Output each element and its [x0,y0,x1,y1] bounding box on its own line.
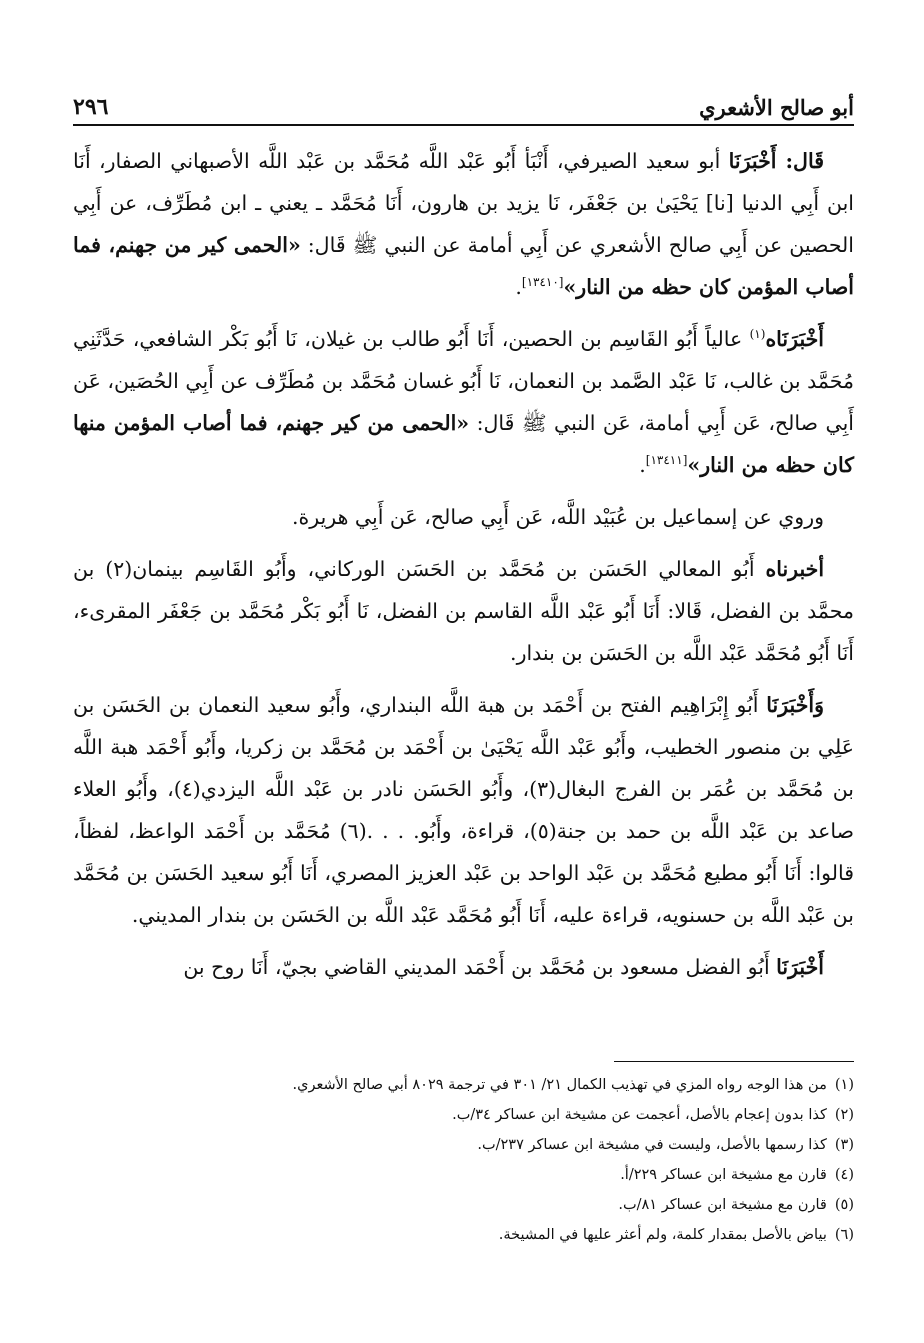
paragraph-tail: . [639,453,646,477]
footnotes [73,1070,854,1250]
footnote-number: (٥) [834,1197,854,1213]
footnote-divider [614,1061,854,1062]
hadith-number: [١٣٤١١] [645,453,688,468]
header-divider [73,124,854,126]
paragraph [73,946,854,988]
footnote-text: قارن مع مشيخة ابن عساكر ٨١/ب. [618,1197,827,1213]
footnote-text: بياض بالأصل بمقدار كلمة، ولم أعثر عليها في المشيخة. [498,1227,827,1243]
paragraph-lead: أخبرناه [765,557,825,581]
footnote-number: (٦) [834,1227,854,1243]
paragraph-lead: قَال: أَخْبَرَنَا [728,149,824,173]
page-number: ٢٩٦ [73,94,109,120]
footnote [73,1160,854,1190]
footnote [73,1070,854,1100]
running-title: أبو صالح الأشعري [699,95,854,120]
footnote-text: من هذا الوجه رواه المزي في تهذيب الكمال ٢١/ ٣٠١ في ترجمة ٨٠٢٩ أبي صالح الأشعري. [292,1077,827,1093]
paragraph [73,318,854,486]
paragraph-text: عالياً أَبُو القَاسِم بن الحصين، أَنَا أَبُو طالب بن غيلان، نَا أَبُو بَكْر الشافعي، حَدَّثَنِي مُحَمَّد بن غالب، نَا عَبْد الصَّمد بن النعمان، نَا أَبُو غسان مُحَمَّد بن مُطَرِّف عن أَبِي الحُصَين، عَن أَبِي صالح، عَن أَبِي أمامة، عَن النبي ﷺ قَال: [73,327,854,435]
footnote-number: (٢) [834,1107,854,1123]
footnote-number: (١) [834,1077,854,1093]
page-header [73,76,854,120]
paragraph-text: أَبُو إِبْرَاهِيم الفتح بن أَحْمَد بن هبة اللَّه البنداري، وأَبُو سعيد النعمان بن الحَسَن بن عَلِي بن منصور الخطيب، وأَبُو عَبْد اللَّه يَحْيَىٰ بن أَحْمَد بن مُحَمَّد بن زكريا، وأَبُو أَحْمَد هبة اللَّه بن مُحَمَّد بن عُمَر بن الفرج البغال(٣)، وأَبُو الحَسَن نادر بن عَبْد اللَّه اليزدي(٤)، وأَبُو العلاء صاعد بن عَبْد اللَّه بن حمد بن جنة(٥)، قراءة، وأَبُو. . . .(٦) مُحَمَّد بن أَحْمَد الواعظ، لفظاً، قالوا: أَنَا أَبُو مطيع مُحَمَّد بن عَبْد الواحد بن عَبْد العزيز المصري، أَنَا أَبُو سعيد الحَسَن بن مُحَمَّد بن عَبْد اللَّه بن حسنويه، قراءة عليه، أَنَا أَبُو مُحَمَّد عَبْد اللَّه بن الحَسَن بن بندار المديني. [73,693,855,927]
paragraph-text: وروي عن إسماعيل بن عُبَيْد اللَّه، عَن أَبِي صالح، عَن أَبِي هريرة. [292,505,824,529]
paragraph [73,684,854,936]
paragraph [73,548,854,674]
paragraph-text: أَبُو الفضل مسعود بن مُحَمَّد بن أَحْمَد المديني القاضي بجيّ، أَنَا روح بن [183,955,777,979]
footnote-ref: (١) [749,327,766,342]
paragraph-lead: أَخْبَرَنَاه [765,327,824,351]
footnote [73,1100,854,1130]
main-text [73,140,854,998]
hadith-number: [١٣٤١٠] [521,275,564,290]
paragraph-tail: . [515,275,522,299]
paragraph-lead: وَأَخْبَرَنَا [766,693,824,717]
footnote-text: كذا بدون إعجام بالأصل، أعجمت عن مشيخة ابن عساكر ٣٤/ب. [452,1107,827,1123]
footnote-text: كذا رسمها بالأصل، وليست في مشيخة ابن عساكر ٢٣٧/ب. [477,1137,827,1153]
footnote [73,1190,854,1220]
hadith-quote: «الحمى من كير جهنم، فما أصاب المؤمن منها كان حظه من النار» [73,411,854,477]
paragraph-text: أَبُو المعالي الحَسَن بن مُحَمَّد بن الحَسَن الوركاني، وأَبُو القَاسِم بينمان(٢) بن محمَّد بن الفضل، قَالا: أَنَا أَبُو عَبْد اللَّه القاسم بن الفضل، نَا أَبُو بَكْر مُحَمَّد بن جَعْفَر المقرىء، أَنَا أَبُو مُحَمَّد عَبْد اللَّه بن الحَسَن بن بندار. [73,557,854,665]
paragraph-text: أبو سعيد الصيرفي، أَنْبَأ أَبُو عَبْد اللَّه مُحَمَّد بن عَبْد اللَّه الأصبهاني الصفار، أَنَا ابن أَبِي الدنيا [نا] يَحْيَىٰ بن جَعْفَر، نَا يزيد بن هارون، أَنَا مُحَمَّد ـ يعني ـ ابن مُطَرِّف، عن أَبِي الحصين عن أَبِي صالح الأشعري عن أَبِي أمامة عن النبي ﷺ قَال: [73,149,854,257]
hadith-quote: «الحمى كير من جهنم، فما أصاب المؤمن كان حظه من النار» [73,233,854,299]
paragraph [73,496,854,538]
footnote [73,1220,854,1250]
footnote-text: قارن مع مشيخة ابن عساكر ٢٢٩/أ. [620,1167,827,1183]
paragraph [73,140,854,308]
footnote [73,1130,854,1160]
footnote-number: (٣) [834,1137,854,1153]
footnote-number: (٤) [834,1167,854,1183]
paragraph-lead: أَخْبَرَنَا [776,955,824,979]
